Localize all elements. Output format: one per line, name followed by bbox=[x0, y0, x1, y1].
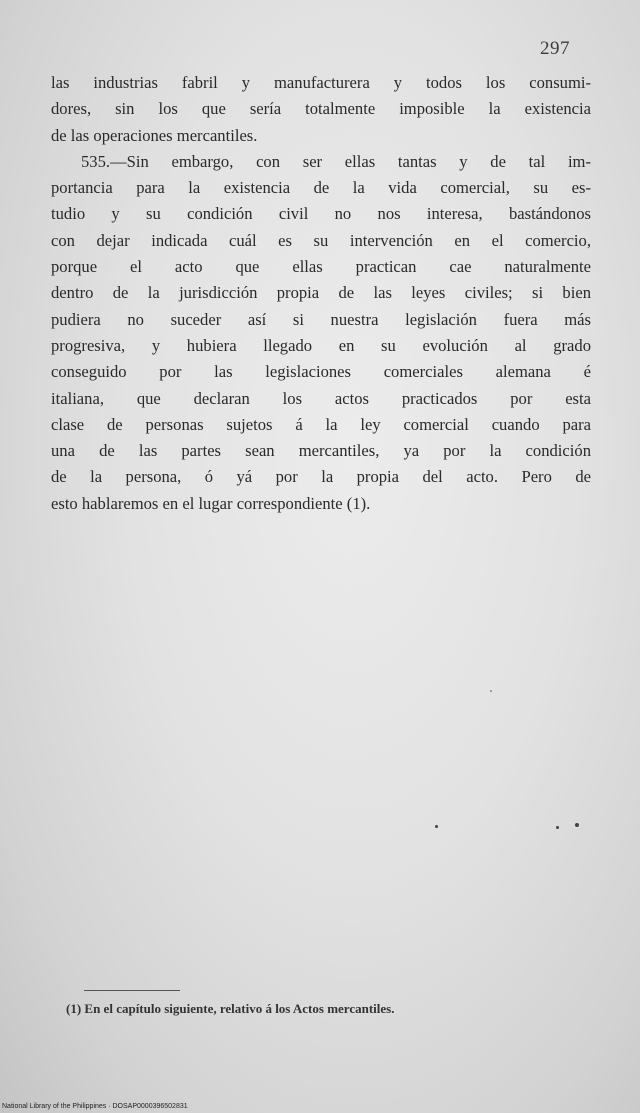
page-number: 297 bbox=[540, 38, 570, 59]
text-line: de las operaciones mercantiles. bbox=[51, 125, 258, 145]
library-stamp: National Library of the Philippines · DOSAP0000396502831 bbox=[2, 1103, 188, 1110]
ink-speck bbox=[435, 825, 438, 828]
text-line: clase de personas sujetos á la ley comercial cuando para bbox=[51, 414, 591, 434]
text-line: las industrias fabril y manufacturera y todos los consumi- bbox=[51, 73, 591, 92]
footnote: (1) En el capítulo siguiente, relativo á los Actos mercantiles. bbox=[66, 1001, 395, 1016]
text-line: esto hablaremos en el lugar correspondiente (1). bbox=[51, 493, 371, 513]
text-line: progresiva, y hubiera llegado en su evolución al grado bbox=[51, 335, 591, 355]
ink-speck bbox=[490, 690, 492, 692]
text-line: italiana, que declaran los actos practicados por esta bbox=[51, 388, 591, 408]
ink-speck bbox=[575, 823, 579, 827]
text-line: dores, sin los que sería totalmente imposible la existencia bbox=[51, 99, 591, 119]
text-line: 535.—Sin embargo, con ser ellas tantas y de tal im- bbox=[81, 151, 591, 171]
text-line: porque el acto que ellas practican cae naturalmente bbox=[51, 257, 591, 277]
text-line: con dejar indicada cuál es su intervención en el comercio, bbox=[51, 230, 591, 250]
body-paragraphs bbox=[51, 70, 591, 517]
text-line: portancia para la existencia de la vida comercial, su es- bbox=[51, 178, 591, 198]
text-line: dentro de la jurisdicción propia de las leyes civiles; si bien bbox=[51, 283, 591, 303]
text-line: una de las partes sean mercantiles, ya por la condición bbox=[51, 441, 591, 461]
text-line: pudiera no suceder así si nuestra legislación fuera más bbox=[51, 309, 591, 329]
text-line: de la persona, ó yá por la propia del acto. Pero de bbox=[51, 467, 591, 487]
footnote-divider bbox=[84, 990, 180, 991]
text-line: tudio y su condición civil no nos interesa, bastándonos bbox=[51, 204, 591, 224]
text-line: conseguido por las legislaciones comerciales alemana é bbox=[51, 362, 591, 382]
ink-speck bbox=[556, 826, 559, 829]
